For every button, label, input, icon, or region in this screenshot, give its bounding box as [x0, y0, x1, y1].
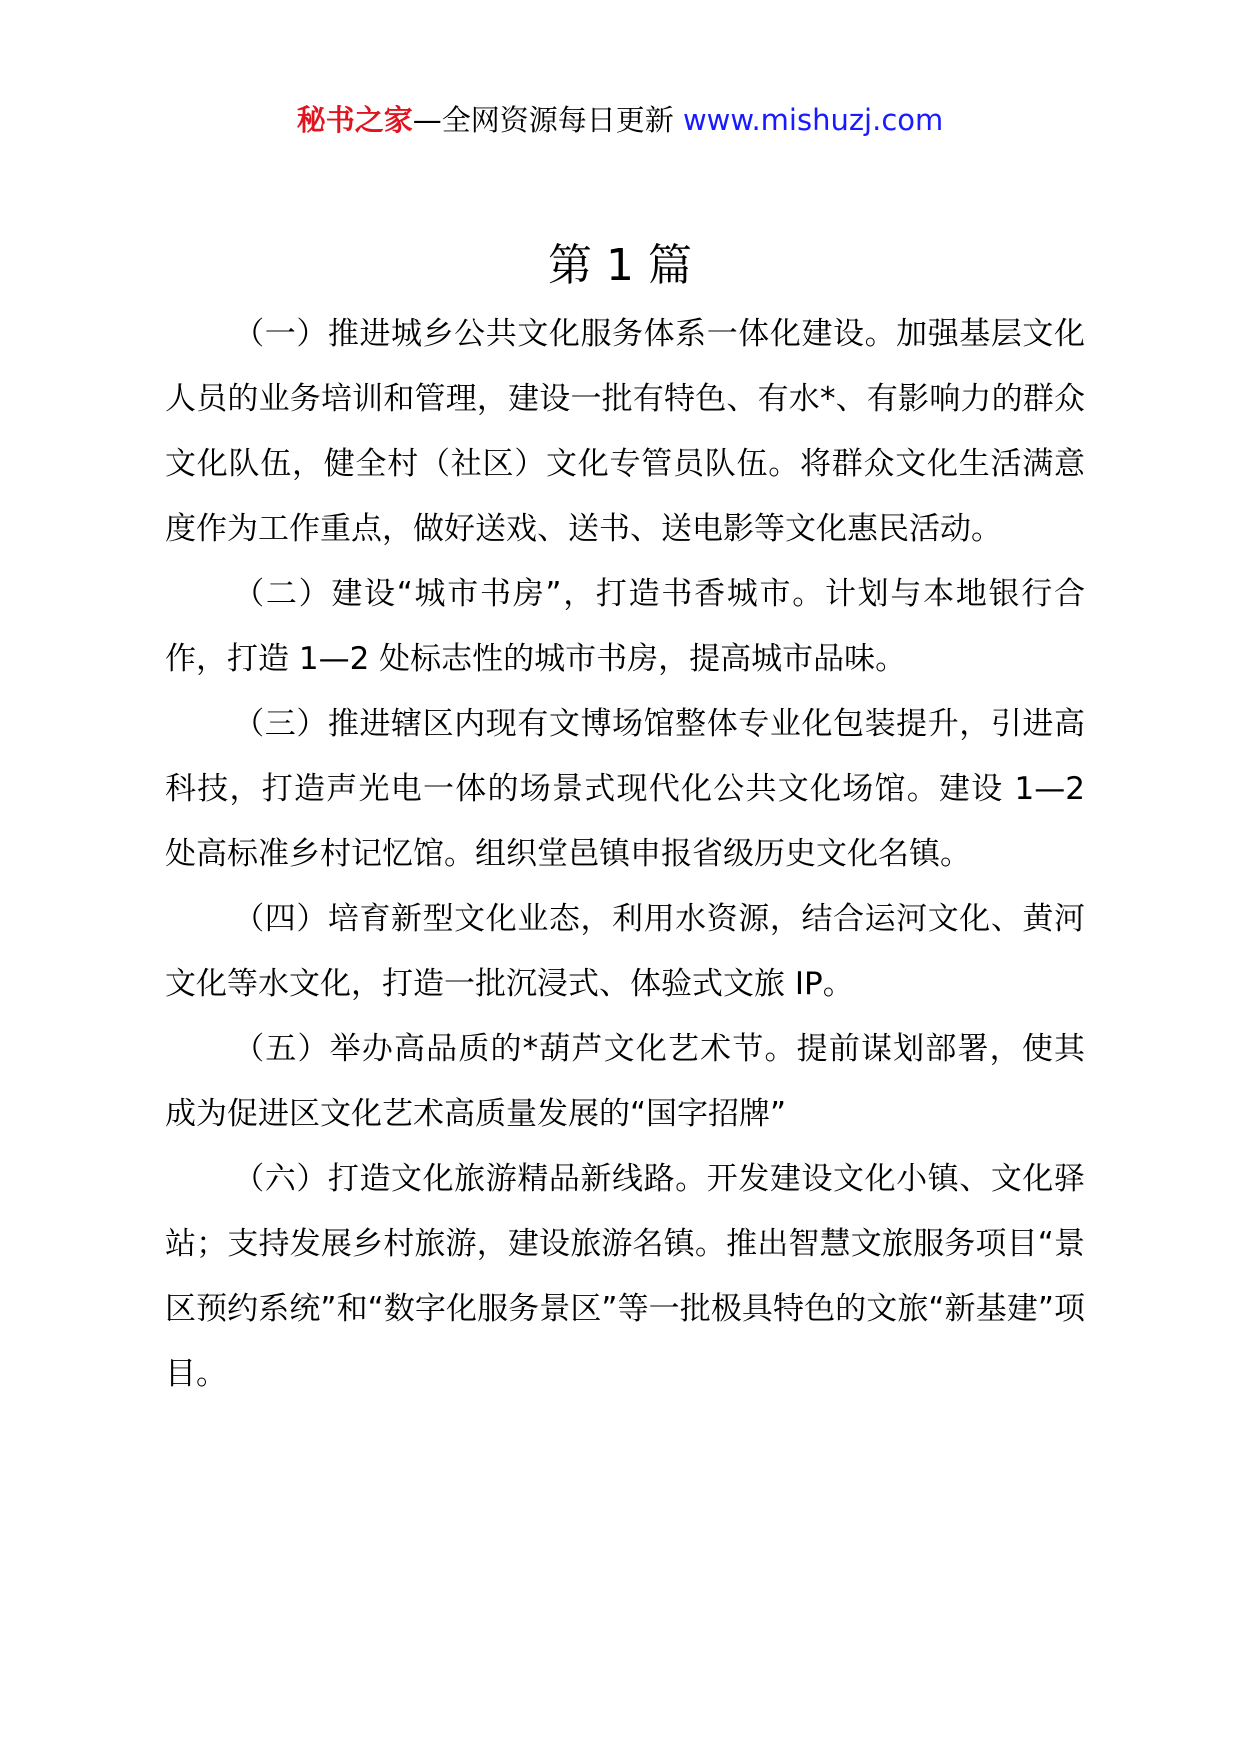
site-slogan: —全网资源每日更新 [412, 103, 674, 137]
paragraph-5: （五）举办高品质的*葫芦文化艺术节。提前谋划部署，使其成为促进区文化艺术高质量发展的“国字招牌” [165, 1031, 1085, 1132]
document-body [165, 302, 1085, 1407]
paragraph-4: （四）培育新型文化业态，利用水资源，结合运河文化、黄河文化等水文化，打造一批沉浸式、体验式文旅 IP。 [165, 901, 1085, 1002]
paragraph-6: （六）打造文化旅游精品新线路。开发建设文化小镇、文化驿站；支持发展乡村旅游，建设旅游名镇。推出智慧文旅服务项目“景区预约系统”和“数字化服务景区”等一批极具特色的文旅“新基建”项目。 [165, 1161, 1085, 1392]
paragraph-2: （二）建设“城市书房”，打造书香城市。计划与本地银行合作，打造 1—2 处标志性的城市书房，提高城市品味。 [165, 576, 1085, 677]
site-brand: 秘书之家 [296, 103, 413, 137]
document-title: 第 1 篇 [548, 240, 692, 291]
site-header [0, 98, 1240, 142]
paragraph-1: （一）推进城乡公共文化服务体系一体化建设。加强基层文化人员的业务培训和管理，建设一批有特色、有水*、有影响力的群众文化队伍，健全村（社区）文化专管员队伍。将群众文化生活满意度作为工作重点，做好送戏、送书、送电影等文化惠民活动。 [165, 316, 1085, 547]
paragraph-3: （三）推进辖区内现有文博场馆整体专业化包装提升，引进高科技，打造声光电一体的场景式现代化公共文化场馆。建设 1—2 处高标准乡村记忆馆。组织堂邑镇申报省级历史文化名镇。 [165, 706, 1085, 872]
site-url-link[interactable]: www.mishuzj.com [682, 103, 944, 137]
